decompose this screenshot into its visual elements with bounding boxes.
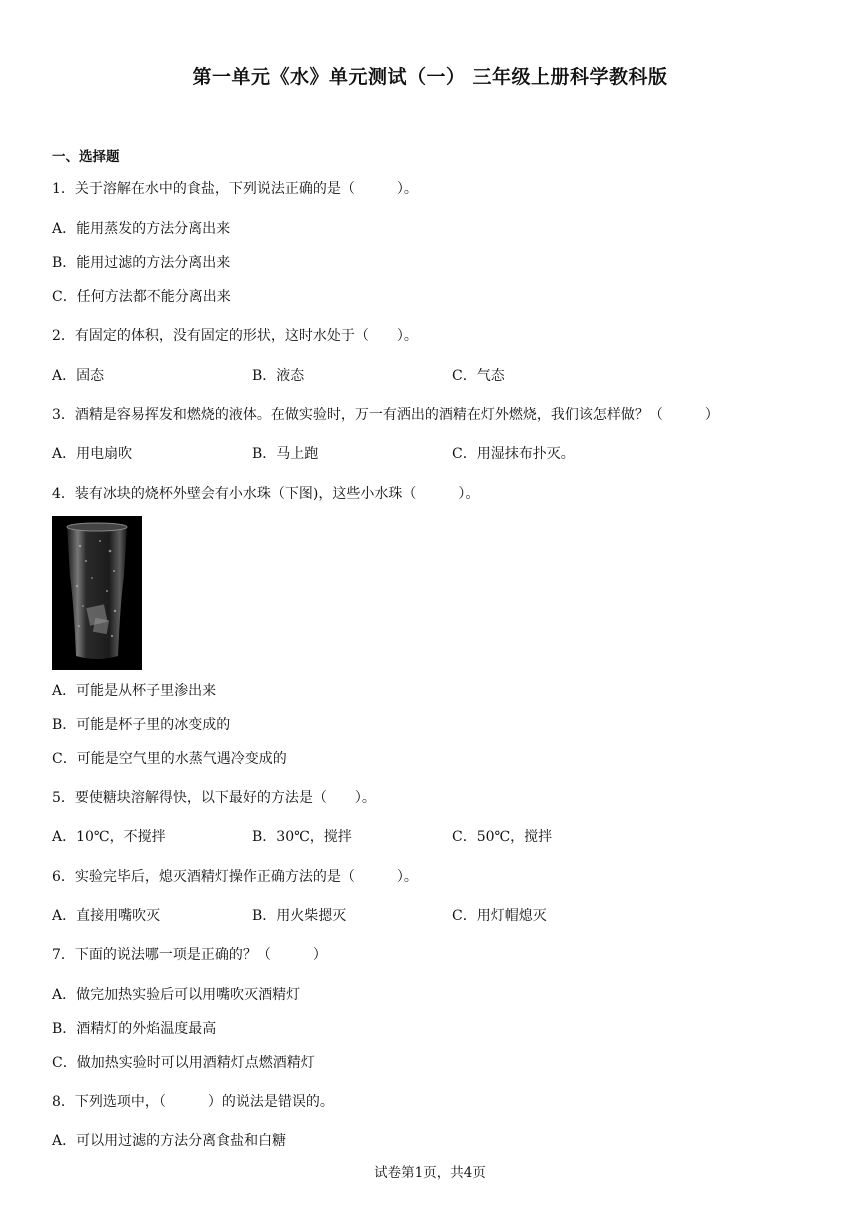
question-8-option-a: A．可以用过滤的方法分离食盐和白糖 <box>52 1133 287 1149</box>
question-4-option-c: C．可能是空气里的水蒸气遇冷变成的 <box>52 751 287 767</box>
question-3-option-a: A．用电扇吹 <box>52 446 133 462</box>
question-1-option-a: A．能用蒸发的方法分离出来 <box>52 221 231 237</box>
section-heading: 一、选择题 <box>52 149 120 165</box>
question-6-option-b: B．用火柴摁灭 <box>252 908 347 924</box>
question-4-stem: 4．装有冰块的烧杯外壁会有小水珠（下图)，这些小水珠（ ）。 <box>52 486 480 502</box>
question-5-option-a: A．10℃，不搅拌 <box>52 829 166 845</box>
question-2-option-b: B．液态 <box>252 368 305 384</box>
question-6-option-a: A．直接用嘴吹灭 <box>52 908 161 924</box>
question-6-stem: 6．实验完毕后，熄灭酒精灯操作正确方法的是（ ）。 <box>52 869 418 885</box>
question-5-stem: 5．要使糖块溶解得快，以下最好的方法是（ ）。 <box>52 790 376 806</box>
question-1-stem: 1．关于溶解在水中的食盐，下列说法正确的是（ ）。 <box>52 181 418 197</box>
question-7-option-b: B．酒精灯的外焰温度最高 <box>52 1021 217 1037</box>
glass-with-ice-image <box>52 516 142 670</box>
question-2-stem: 2．有固定的体积，没有固定的形状，这时水处于（ ）。 <box>52 328 418 344</box>
question-1-option-b: B．能用过滤的方法分离出来 <box>52 255 231 271</box>
question-5-option-b: B．30℃，搅拌 <box>252 829 352 845</box>
question-3-stem: 3．酒精是容易挥发和燃烧的液体。在做实验时，万一有洒出的酒精在灯外燃烧，我们该怎样做？（ ） <box>52 407 719 423</box>
page-footer: 试卷第1页，共4页 <box>374 1165 486 1181</box>
question-3-option-b: B．马上跑 <box>252 446 319 462</box>
question-8-stem: 8．下列选项中，（ ）的说法是错误的。 <box>52 1094 334 1110</box>
question-6-option-c: C．用灯帽熄灭 <box>452 908 547 924</box>
question-5-option-c: C．50℃，搅拌 <box>452 829 553 845</box>
question-7-option-a: A．做完加热实验后可以用嘴吹灭酒精灯 <box>52 987 301 1003</box>
question-4-option-a: A．可能是从杯子里渗出来 <box>52 683 217 699</box>
question-4-option-b: B．可能是杯子里的冰变成的 <box>52 717 231 733</box>
question-1-option-c: C．任何方法都不能分离出来 <box>52 289 231 305</box>
question-3-option-c: C．用湿抹布扑灭。 <box>452 446 575 462</box>
page-title: 第一单元《水》单元测试（一） 三年级上册科学教科版 <box>192 66 668 88</box>
question-7-option-c: C．做加热实验时可以用酒精灯点燃酒精灯 <box>52 1055 315 1071</box>
question-2-option-a: A．固态 <box>52 368 105 384</box>
question-7-stem: 7．下面的说法哪一项是正确的？（ ） <box>52 947 327 963</box>
question-2-option-c: C．气态 <box>452 368 505 384</box>
